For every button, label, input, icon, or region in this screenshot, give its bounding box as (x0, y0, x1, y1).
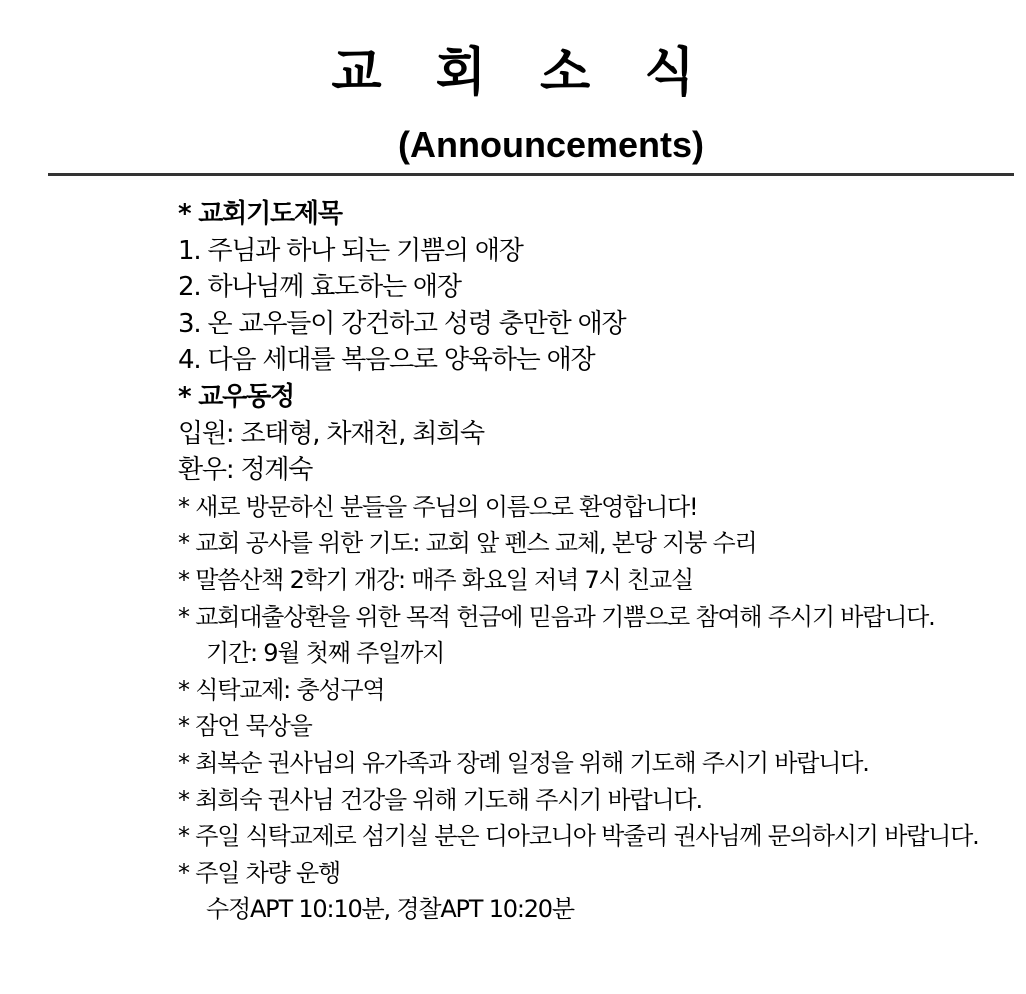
list-item: * 새로 방문하신 분들을 주님의 이름으로 환영합니다! (178, 492, 698, 521)
list-item: * 교회기도제목 (178, 199, 342, 229)
list-item: * 교회 공사를 위한 기도: 교회 앞 펜스 교체, 본당 지붕 수리 (178, 529, 757, 558)
list-item: * 잠언 묵상을 (178, 712, 312, 741)
list-item: 입원: 조태형, 차재천, 최희숙 (178, 418, 484, 449)
list-item: 4. 다음 세대를 복음으로 양육하는 애장 (178, 345, 595, 376)
page-title: 교 회 소 식 (331, 43, 713, 103)
list-item: 수정APT 10:10분, 경찰APT 10:20분 (206, 895, 574, 924)
list-item: 2. 하나님께 효도하는 애장 (178, 272, 461, 303)
list-item: * 주일 차량 운행 (178, 858, 340, 887)
list-item: 3. 온 교우들이 강건하고 성령 충만한 애장 (178, 308, 626, 339)
list-item: * 교회대출상환을 위한 목적 헌금에 믿음과 기쁨으로 참여해 주시기 바랍니다. (178, 602, 935, 631)
announcement-list (178, 196, 1018, 928)
list-item: * 최희숙 권사님 건강을 위해 기도해 주시기 바랍니다. (178, 785, 702, 814)
list-item: 기간: 9월 첫째 주일까지 (206, 639, 445, 668)
list-item: * 식탁교제: 충성구역 (178, 675, 385, 704)
list-item: 1. 주님과 하나 되는 기쁨의 애장 (178, 235, 523, 266)
list-item: * 말씀산책 2학기 개강: 매주 화요일 저녁 7시 친교실 (178, 565, 693, 594)
divider (48, 173, 1014, 176)
list-item: * 최복순 권사님의 유가족과 장례 일정을 위해 기도해 주시기 바랍니다. (178, 748, 869, 777)
list-item: 환우: 정계숙 (178, 455, 313, 486)
list-item: * 교우동정 (178, 381, 294, 412)
page-subtitle: (Announcements) (398, 124, 704, 165)
list-item: * 주일 식탁교제로 섬기실 분은 디아코니아 박줄리 권사님께 문의하시기 바랍니다. (178, 822, 979, 851)
